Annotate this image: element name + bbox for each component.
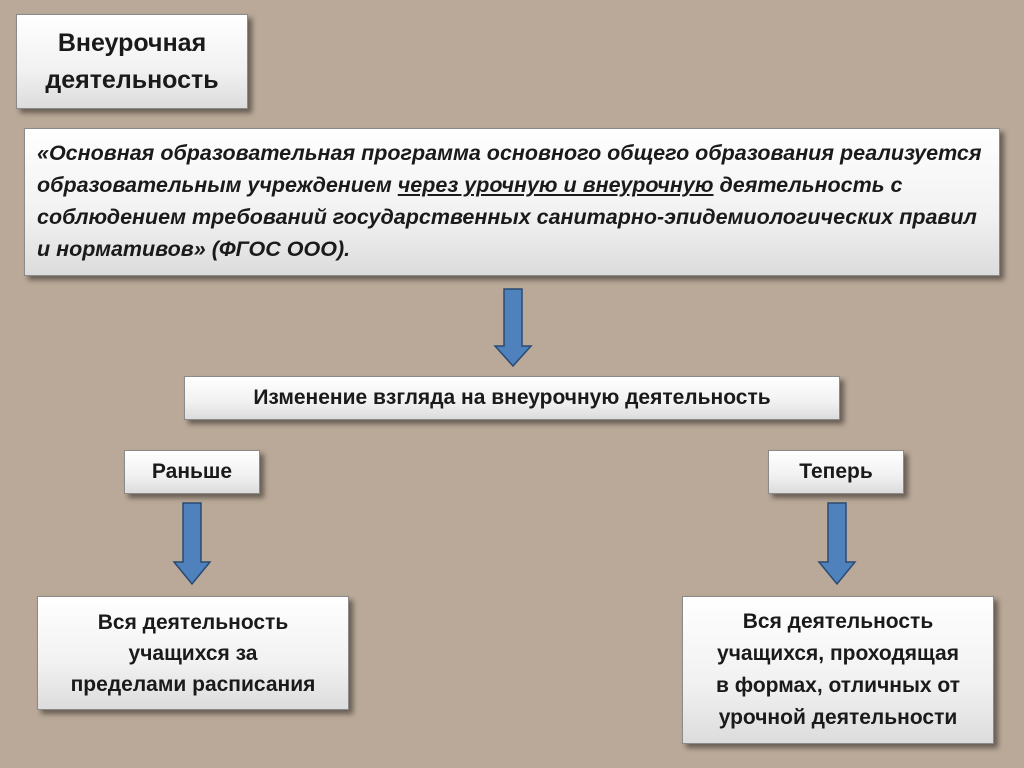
before-box [124, 450, 260, 494]
title-line-2: деятельность [45, 65, 219, 94]
title-line-1: Внеурочная [57, 28, 207, 57]
quote-text-part-1: «Основная образовательная программа основного общего образования реализуется образовательным учреждением [37, 141, 982, 197]
before-result-line: пределами расписания [70, 672, 316, 696]
down-arrow-right-icon [817, 502, 857, 586]
now-result-box [682, 596, 994, 744]
now-box [768, 450, 904, 494]
before-result-line: учащихся за [128, 641, 258, 665]
now-label: Теперь [799, 460, 873, 483]
before-result-line: Вся деятельность [97, 610, 289, 634]
change-label: Изменение взгляда на внеурочную деятельность [253, 386, 771, 409]
now-result-line: урочной деятельности [718, 706, 958, 729]
now-result-line: учащихся, проходящая [717, 642, 959, 665]
now-result-line: в формах, отличных от [716, 674, 960, 697]
quote-text-part-2: деятельность с соблюдением требований государственных санитарно-эпидемиологических правил и нормативов» (ФГОС ООО). [37, 173, 977, 261]
before-label: Раньше [151, 460, 233, 483]
before-result-box [37, 596, 349, 710]
change-box [184, 376, 840, 420]
quote-underlined-text: через урочную и внеурочную [397, 173, 714, 197]
down-arrow-icon [493, 288, 533, 368]
quote-box [24, 128, 1000, 276]
title-box [16, 14, 248, 109]
down-arrow-left-icon [172, 502, 212, 586]
now-result-line: Вся деятельность [742, 610, 934, 633]
